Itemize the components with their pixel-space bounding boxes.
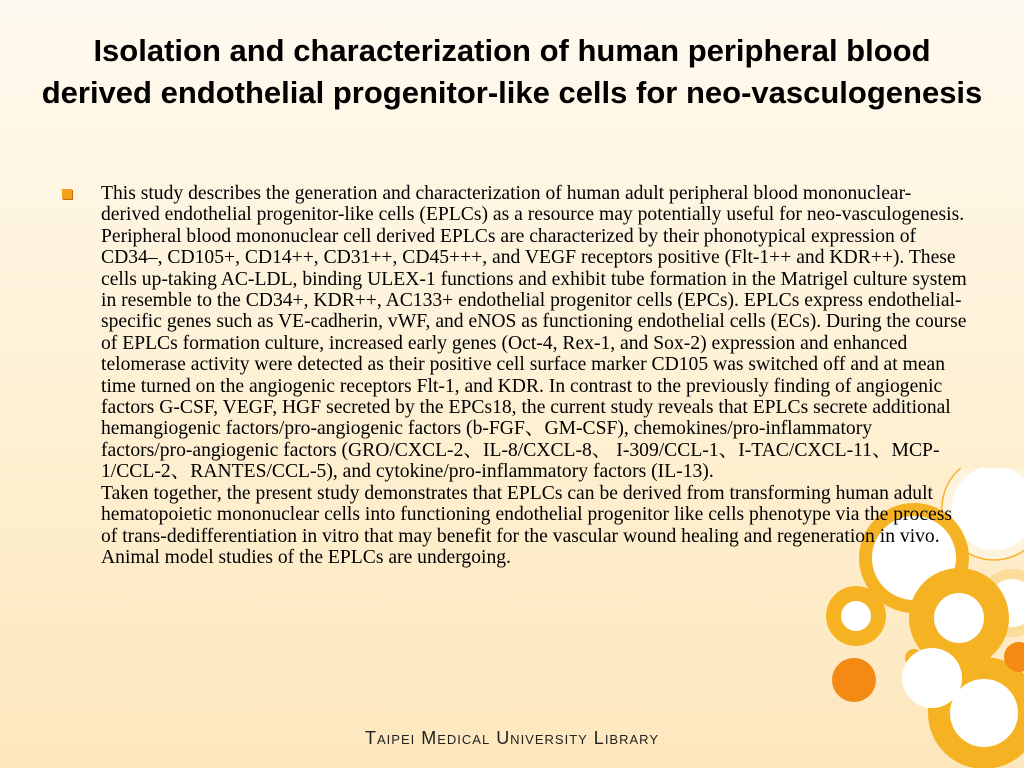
slide-title: Isolation and characterization of human peripheral blood derived endothelial progenitor-like cells for neo-vasculogenesis [41,33,983,110]
bullet-text [101,183,967,568]
square-bullet-icon [62,189,72,199]
paragraph-characterization: Peripheral blood mononuclear cell derived EPLCs are characterized by their phonotypical expression of CD34–, CD105+, CD14++, CD31++, CD45+++, and VEGF receptors positive (Flt-1++ and KDR++). These cells up-taking AC-LDL, binding ULEX-1 functions and exhibit tube formation in the Matrigel culture system in resemble to the CD34+, KDR++, AC133+ endothelial progenitor cells (EPCs). EPLCs express endothelial-specific genes such as VE-cadherin, vWF, and eNOS as functioning endothelial cells (ECs). During the course of EPLCs formation culture, increased early genes (Oct-4, Rex-1, and Sox-2) expression and enhanced telomerase activity were detected as their positive cell surface marker CD105 was switched off and at mean time turned on the angiogenic receptors Flt-1, and KDR. In contrast to the previously finding of angiogenic factors G-CSF, VEGF, HGF secreted by the EPCs18, the current study reveals that EPLCs secrete additional hemangiogenic factors/pro-angiogenic factors (b-FGF、GM-CSF), chemokines/pro-inflammatory factors/pro-angiogenic factors (GRO/CXCL-2、IL-8/CXCL-8、 I-309/CCL-1、I-TAC/CXCL-11、MCP-1/CCL-2、RANTES/CCL-5), and cytokine/pro-inflammatory factors (IL-13). [101,225,967,483]
paragraph-conclusion: Taken together, the present study demonstrates that EPLCs can be derived from transforming human adult hematopoietic mononuclear cells into functioning endothelial progenitor like cells phenotype via the process of trans-dedifferentiation in vitro that may benefit for the vascular wound healing and regeneration in vivo. Animal model studies of the EPLCs are undergoing. [101,482,952,568]
footer-library-name: Taipei Medical University Library [365,728,659,748]
paragraph-intro: This study describes the generation and characterization of human adult peripheral blood mononuclear-derived endothelial progenitor-like cells (EPLCs) as a resource may potentially useful for neo-vasculogenesis. [101,183,965,226]
